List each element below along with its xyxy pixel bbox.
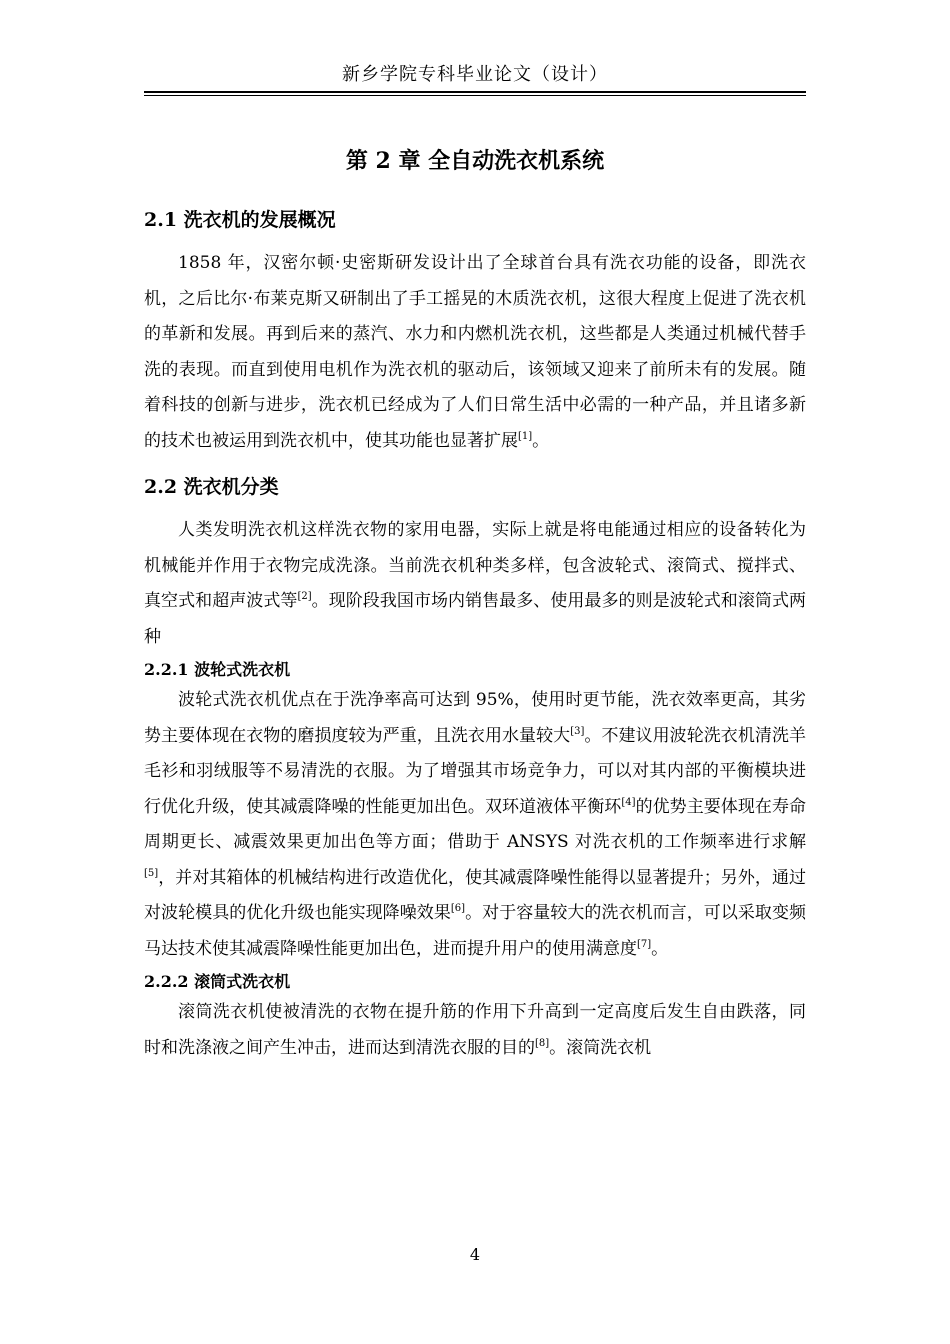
paragraph-history <box>144 246 806 459</box>
paragraph-text: 的优势主要体现在寿命周期更长、减震效果更加出色等方面；借助于 ANSYS 对洗衣机的工作频率进行求解 <box>144 796 807 852</box>
paragraph-impeller-washer <box>144 683 806 967</box>
citation-ref: [3] <box>570 725 585 737</box>
citation-ref: [8] <box>535 1037 550 1049</box>
page-number: 4 <box>469 1245 481 1264</box>
citation-ref: [6] <box>450 903 466 914</box>
paragraph-text: 滚筒洗衣机使被清洗的衣物在提升筋的作用下升高到一定高度后发生自由跌落，同时和洗涤液之间产生冲击，进而达到清洗衣服的目的 <box>144 1002 806 1058</box>
paragraph-text: 人类发明洗衣机这样洗衣物的家用电器，实际上就是将电能通过相应的设备转化为机械能并作用于衣物完成洗涤。当前洗衣机种类多样，包含波轮式、滚筒式、搅拌式、真空式和超声波式等 <box>144 520 806 611</box>
paragraph-text: 。滚筒洗衣机 <box>549 1037 652 1058</box>
paragraph-text: 波轮式洗衣机优点在于洗净率高可达到 95%，使用时更节能，洗衣效率更高，其劣势主要体现在衣物的磨损度较为严重，且洗衣用水量较大 <box>144 690 806 746</box>
paragraph-classification <box>144 513 806 655</box>
section-heading-2-2: 2.2 洗衣机分类 <box>144 476 279 498</box>
page-body <box>144 140 806 1066</box>
chapter-title: 第 2 章 全自动洗衣机系统 <box>345 148 605 174</box>
paragraph-text: 。 <box>532 430 550 451</box>
running-header: 新乡学院专科毕业论文（设计） <box>342 64 608 85</box>
paragraph-text: 。现阶段我国市场内销售最多、使用最多的则是波轮式和滚筒式两种 <box>144 591 807 647</box>
citation-ref: [1] <box>518 430 533 442</box>
subsection-heading-2-2-2: 2.2.2 滚筒式洗衣机 <box>144 972 291 991</box>
citation-ref: [2] <box>297 591 312 602</box>
header-rule-thin <box>144 95 806 96</box>
citation-ref: [4] <box>621 796 636 808</box>
header-rule-thick <box>144 91 806 93</box>
section-heading-2-1: 2.1 洗衣机的发展概况 <box>144 209 336 231</box>
paragraph-text: 1858 年，汉密尔顿·史密斯研发设计出了全球首台具有洗衣功能的设备，即洗衣机，之后比尔·布莱克斯又研制出了手工摇晃的木质洗衣机，这很大程度上促进了洗衣机的革新和发展。再到后来的蒸汽、水力和内燃机洗衣机，这些都是人类通过机械代替手洗的表现。而直到使用电机作为洗衣机的驱动后，该领域又迎来了前所未有的发展。随着科技的创新与进步，洗衣机已经成为了人们日常生活中必需的一种产品，并且诸多新的技术也被运用到洗衣机中，使其功能也显著扩展 <box>144 253 806 451</box>
paragraph-text: 。不建议用波轮洗衣机清洗羊毛衫和羽绒服等不易清洗的衣服。为了增强其市场竞争力，可以对其内部的平衡模块进行优化升级，使其减震降噪的性能更加出色。双环道液体平衡环 <box>144 725 807 817</box>
citation-ref: [5] <box>144 867 159 879</box>
paragraph-text: ，并对其箱体的机械结构进行改造优化，使其减震降噪性能得以显著提升；另外，通过对波轮模具的优化升级也能实现降噪效果 <box>144 867 806 923</box>
subsection-heading-2-2-1: 2.2.1 波轮式洗衣机 <box>144 660 291 679</box>
paragraph-text: 。对于容量较大的洗衣机而言，可以采取变频马达技术使其减震降噪性能更加出色，进而提升用户的使用满意度 <box>144 903 807 959</box>
paragraph-text: 。 <box>651 938 669 959</box>
citation-ref: [7] <box>637 938 652 950</box>
paragraph-drum-washer <box>144 995 806 1066</box>
